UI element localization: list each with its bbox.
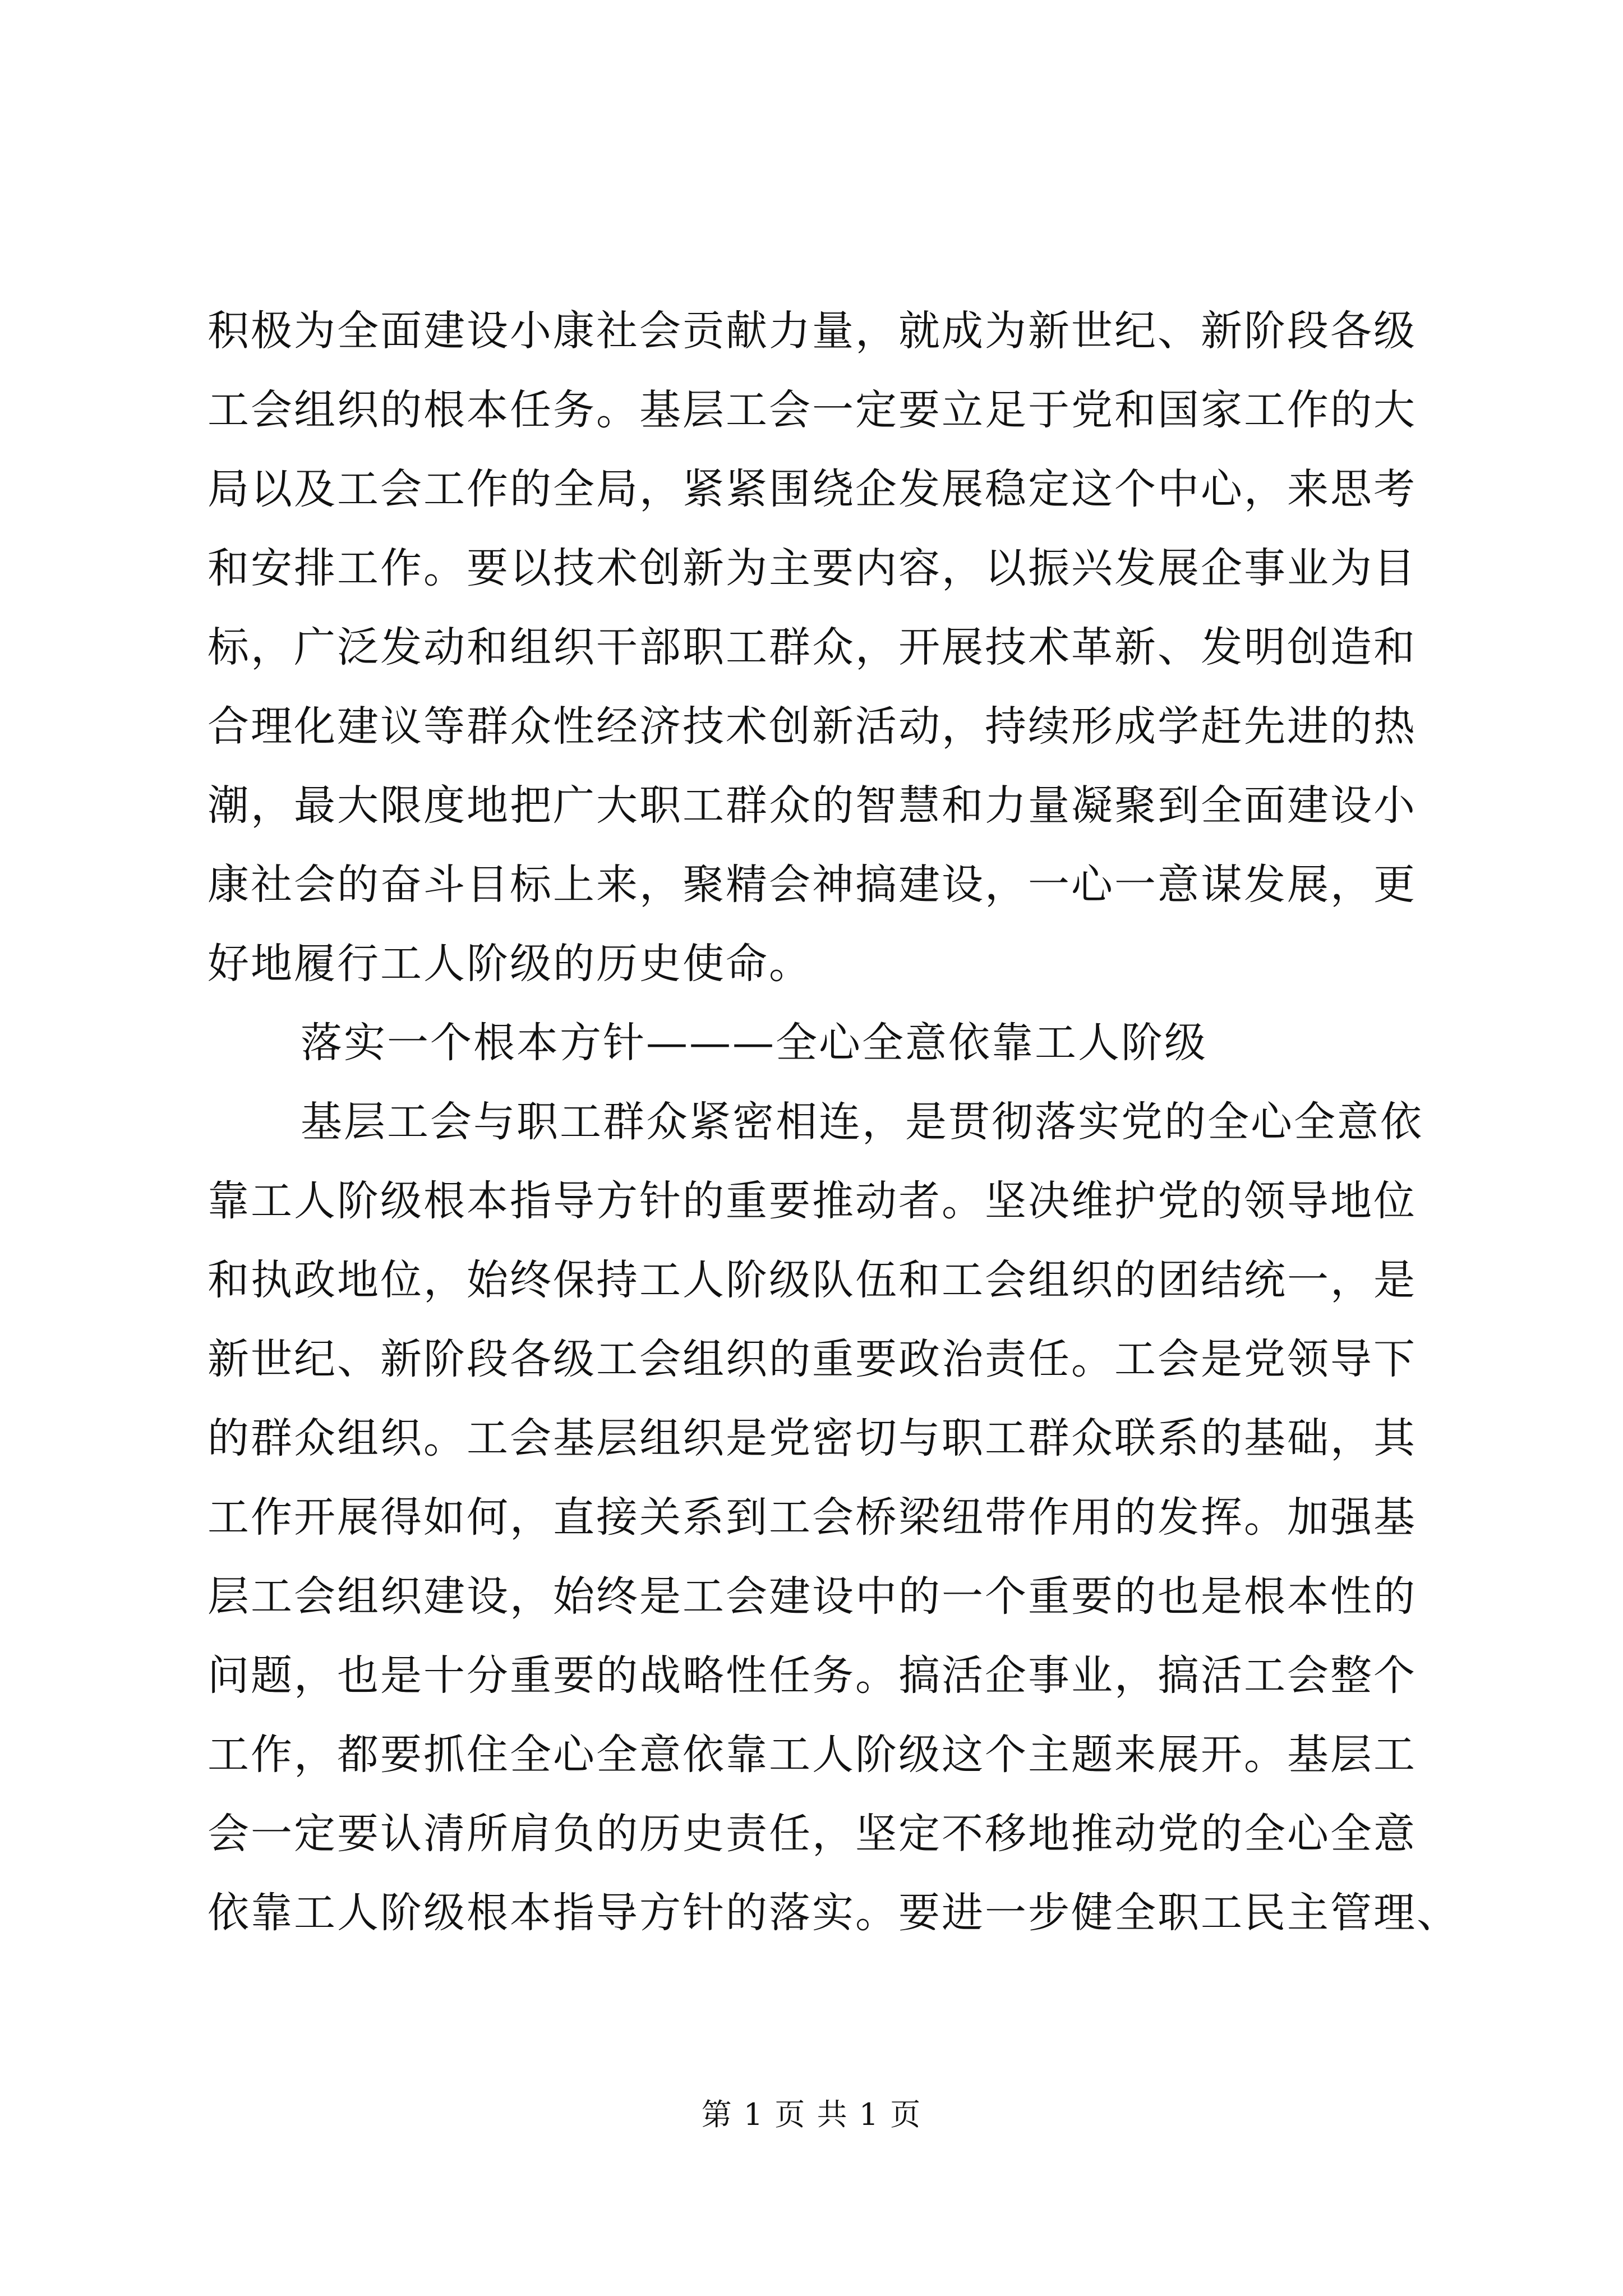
text-line: 局以及工会工作的全局，紧紧围绕企发展稳定这个中心，来思考 — [208, 465, 1417, 513]
text-line: 会一定要认清所肩负的历史责任，坚定不移地推动党的全心全意 — [208, 1810, 1417, 1858]
text-line: 积极为全面建设小康社会贡献力量，就成为新世纪、新阶段各级 — [208, 307, 1417, 355]
text-line: 工作，都要抓住全心全意依靠工人阶级这个主题来展开。基层工 — [208, 1731, 1417, 1779]
text-line: 工会组织的根本任务。基层工会一定要立足于党和国家工作的大 — [208, 386, 1417, 434]
page-footer: 第 1 页 共 1 页 — [701, 2097, 922, 2132]
text-line: 新世纪、新阶段各级工会组织的重要政治责任。工会是党领导下 — [208, 1335, 1417, 1383]
text-line: 合理化建议等群众性经济技术创新活动，持续形成学赶先进的热 — [208, 702, 1417, 751]
text-line: 靠工人阶级根本指导方针的重要推动者。坚决维护党的领导地位 — [208, 1177, 1417, 1225]
text-line: 标，广泛发动和组织干部职工群众，开展技术革新、发明创造和 — [208, 623, 1417, 671]
text-line: 康社会的奋斗目标上来，聚精会神搞建设，一心一意谋发展，更 — [208, 861, 1417, 909]
text-line: 的群众组织。工会基层组织是党密切与职工群众联系的基础，其 — [208, 1414, 1417, 1462]
text-line: 依靠工人阶级根本指导方针的落实。要进一步健全职工民主管理、 — [208, 1889, 1460, 1937]
text-line: 层工会组织建设，始终是工会建设中的一个重要的也是根本性的 — [208, 1572, 1417, 1621]
text-line: 和执政地位，始终保持工人阶级队伍和工会组织的团结统一，是 — [208, 1256, 1417, 1304]
document-body — [208, 292, 1460, 1953]
text-line: 工作开展得如何，直接关系到工会桥梁纽带作用的发挥。加强基 — [208, 1493, 1417, 1542]
text-line: 好地履行工人阶级的历史使命。 — [208, 940, 812, 988]
section-heading: 落实一个根本方针———全心全意依靠工人阶级 — [301, 1019, 1207, 1067]
text-line: 潮，最大限度地把广大职工群众的智慧和力量凝聚到全面建设小 — [208, 781, 1417, 830]
text-line: 和安排工作。要以技术创新为主要内容，以振兴发展企事业为目 — [208, 544, 1417, 592]
text-line: 问题，也是十分重要的战略性任务。搞活企事业，搞活工会整个 — [208, 1651, 1417, 1700]
paragraph-first-line: 基层工会与职工群众紧密相连，是贯彻落实党的全心全意依 — [301, 1098, 1423, 1146]
